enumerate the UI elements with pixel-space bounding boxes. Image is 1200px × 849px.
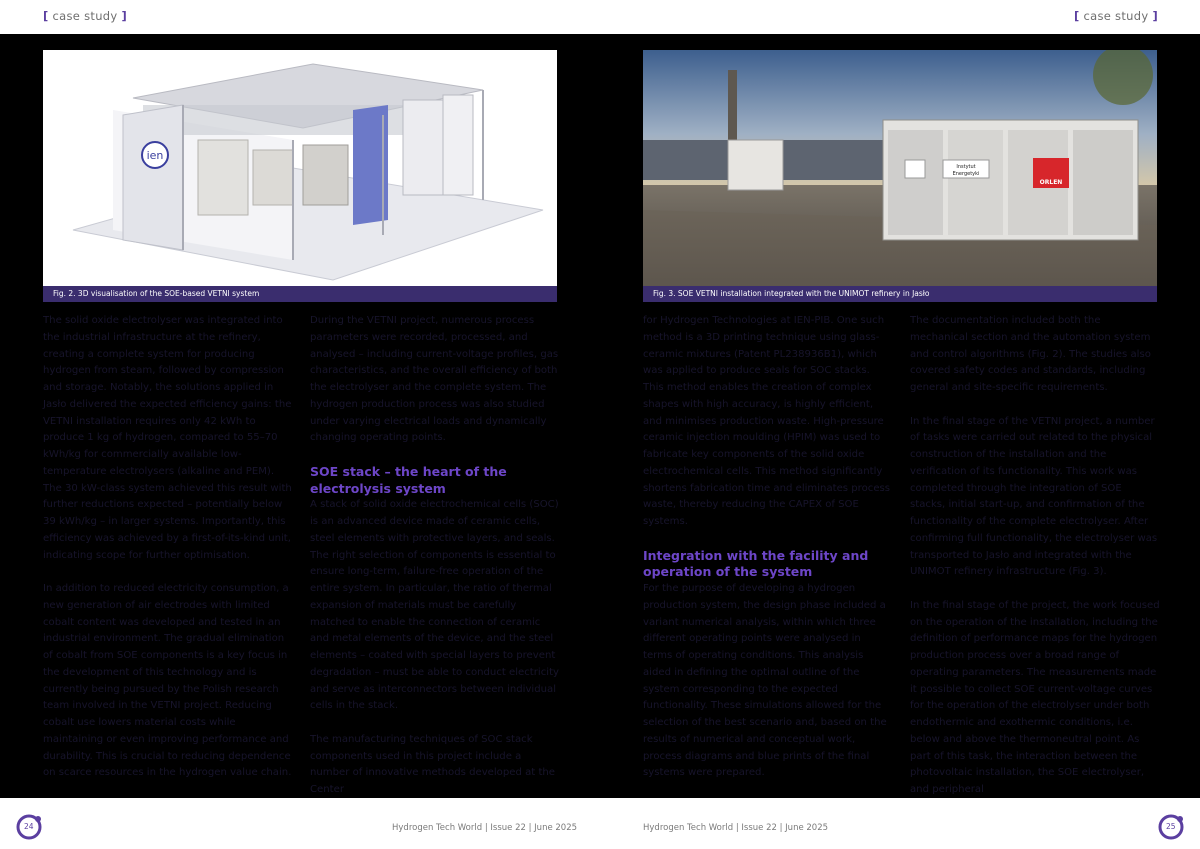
instytut-label-1: Instytut: [956, 164, 976, 170]
text-column-4: [910, 313, 1160, 816]
col3-paragraph-1: for Hydrogen Technologies at IEN-PIB. One such method is a 3D printing technique using glass-ceramic mixtures (Patent PL238936B1), which was applied to produce seals for SOC stacks. This method enables the creation of complex shapes with high accuracy, is highly efficient, and minimises production waste. High-pressure ceramic injection moulding (HPIM) was used to fabricate key components of the solid oxide electrochemical cells. This method significantly shortens fabrication time and eliminates process waste, thereby reducing the CAPEX of SOE systems.: [643, 315, 891, 527]
figure-3: [643, 50, 1157, 302]
orlen-logo-text: ORLEN: [1039, 179, 1063, 186]
vetni-3d-render: [43, 50, 557, 286]
refinery-photo: [643, 50, 1157, 286]
col2-paragraph-1: During the VETNI project, numerous process parameters were recorded, processed, and analysed – including current-voltage profiles, gas characteristics, and the overall efficiency of both the electrolyser and the complete system. The hydrogen production process was also studied under varying electrical loads and dynamically changing operating points.: [310, 315, 559, 444]
col4-paragraph-3: In the final stage of the project, the work focused on the operation of the installation, including the definition of performance maps for the hydrogen production process over a broad range of operating parameters. The measurements made it possible to collect SOE current-voltage curves for the operation of the electrolyser under both endothermic and exothermic conditions, i.e. below and above the thermoneutral point. As part of this task, the interaction between the photovoltaic installation, the SOE electrolyser, and peripheral: [910, 599, 1160, 795]
section-tag-right: [ case study ]: [1073, 9, 1158, 23]
col2-paragraph-3: The manufacturing techniques of SOC stack components used in this project include a number of innovative methods developed at the Center: [310, 733, 556, 795]
ien-logo-text: ien: [146, 149, 164, 162]
col3-heading-integration: Integration with the facility and operation of the system: [643, 547, 869, 580]
col4-paragraph-2: In the final stage of the VETNI project, a number of tasks were carried out related to the physical construction of the installation and the verification of its functionality. This work was completed through the integration of SOE stacks, initial start-up, and confirmation of the functionality of the complete electrolyser. After confirming full functionality, the electrolyser was transported to Jasło and integrated with the UNIMOT refinery infrastructure (Fig. 3).: [910, 415, 1158, 578]
section-tag-left-text: case study: [52, 9, 118, 23]
col3-paragraph-2: For the purpose of developing a hydrogen production system, the design phase included a variant numerical analysis, within which three different operating points were analysed in terms of operating conditions. This analysis aided in defining the optimal outline of the system corresponding to the expected functionality. These simulations allowed for the selection of the best scenario and, based on the results of numerical and conceptual work, process diagrams and blue prints of the final systems were prepared.: [643, 583, 887, 779]
instytut-label-2: Energetyki: [952, 171, 980, 177]
section-tag-right-text: case study: [1083, 9, 1149, 23]
figure-3-caption: Fig. 3. SOE VETNI installation integrated with the UNIMOT refinery in Jasło: [643, 286, 1157, 302]
figure-3-image: [643, 50, 1157, 286]
text-column-1: [43, 313, 293, 799]
col4-paragraph-1: The documentation included both the mechanical section and the automation system and control algorithms (Fig. 2). The studies also covered safety codes and standards, including general and site-specific requirements.: [910, 315, 1151, 393]
col2-heading-soe-stack: SOE stack – the heart of the electrolysis system: [310, 463, 507, 496]
page-number-right: 25: [1166, 822, 1176, 831]
col2-paragraph-2: A stack of solid oxide electrochemical cells (SOC) is an advanced device made of ceramic cells, steel elements with protective layers, and seals. The right selection of components is essential to ensure long-term, failure-free operation of the entire system. In particular, the ratio of thermal expansion of materials must be carefully matched to enable the connection of ceramic and metal elements of the device, and the steel elements – coated with special layers to prevent degradation – must be able to conduct electricity and serve as interconnectors between individual cells in the stack.: [310, 499, 560, 712]
bottom-bar: [0, 798, 1200, 849]
figure-2: [43, 50, 557, 302]
page-number-left: 24: [24, 822, 34, 831]
footer-issue-right: Hydrogen Tech World | Issue 22 | June 2025: [643, 823, 829, 833]
text-column-2: [310, 313, 560, 816]
figure-2-caption: Fig. 2. 3D visualisation of the SOE-based VETNI system: [43, 286, 557, 302]
figure-2-image: [43, 50, 557, 286]
footer-issue-left: Hydrogen Tech World | Issue 22 | June 2025: [392, 823, 578, 833]
col1-paragraph-2: In addition to reduced electricity consumption, a new generation of air electrodes with limited cobalt content was developed and tested in an industrial environment. The gradual elimination of cobalt from SOE components is a key focus in the development of this technology and is currently being pursued by the Polish research team involved in the VETNI project. Reducing cobalt use lowers material costs while maintaining or even improving performance and durability. This is crucial to reducing dependence on scarce resources in the hydrogen value chain.: [43, 583, 292, 779]
section-tag-left: [ case study ]: [43, 9, 128, 23]
text-column-3: [643, 313, 893, 799]
top-bar: [0, 0, 1200, 34]
col1-paragraph-1: The solid oxide electrolyser was integrated into the industrial infrastructure at the refinery, creating a complete system for producing hydrogen from steam, followed by compression and storage. Notably, the solutions applied in Jasło delivered the expected efficiency gains: the VETNI installation requires only 42 kWh to produce 1 kg of hydrogen, compared to 55–70 kWh/kg for commercially available low-temperature electrolysers (alkaline and PEM). The 30 kW-class system achieved this result with further reductions expected – potentially below 39 kWh/kg – in larger systems. Importantly, this efficiency was achieved by a first-of-its-kind unit, indicating scope for further optimisation.: [43, 315, 292, 561]
